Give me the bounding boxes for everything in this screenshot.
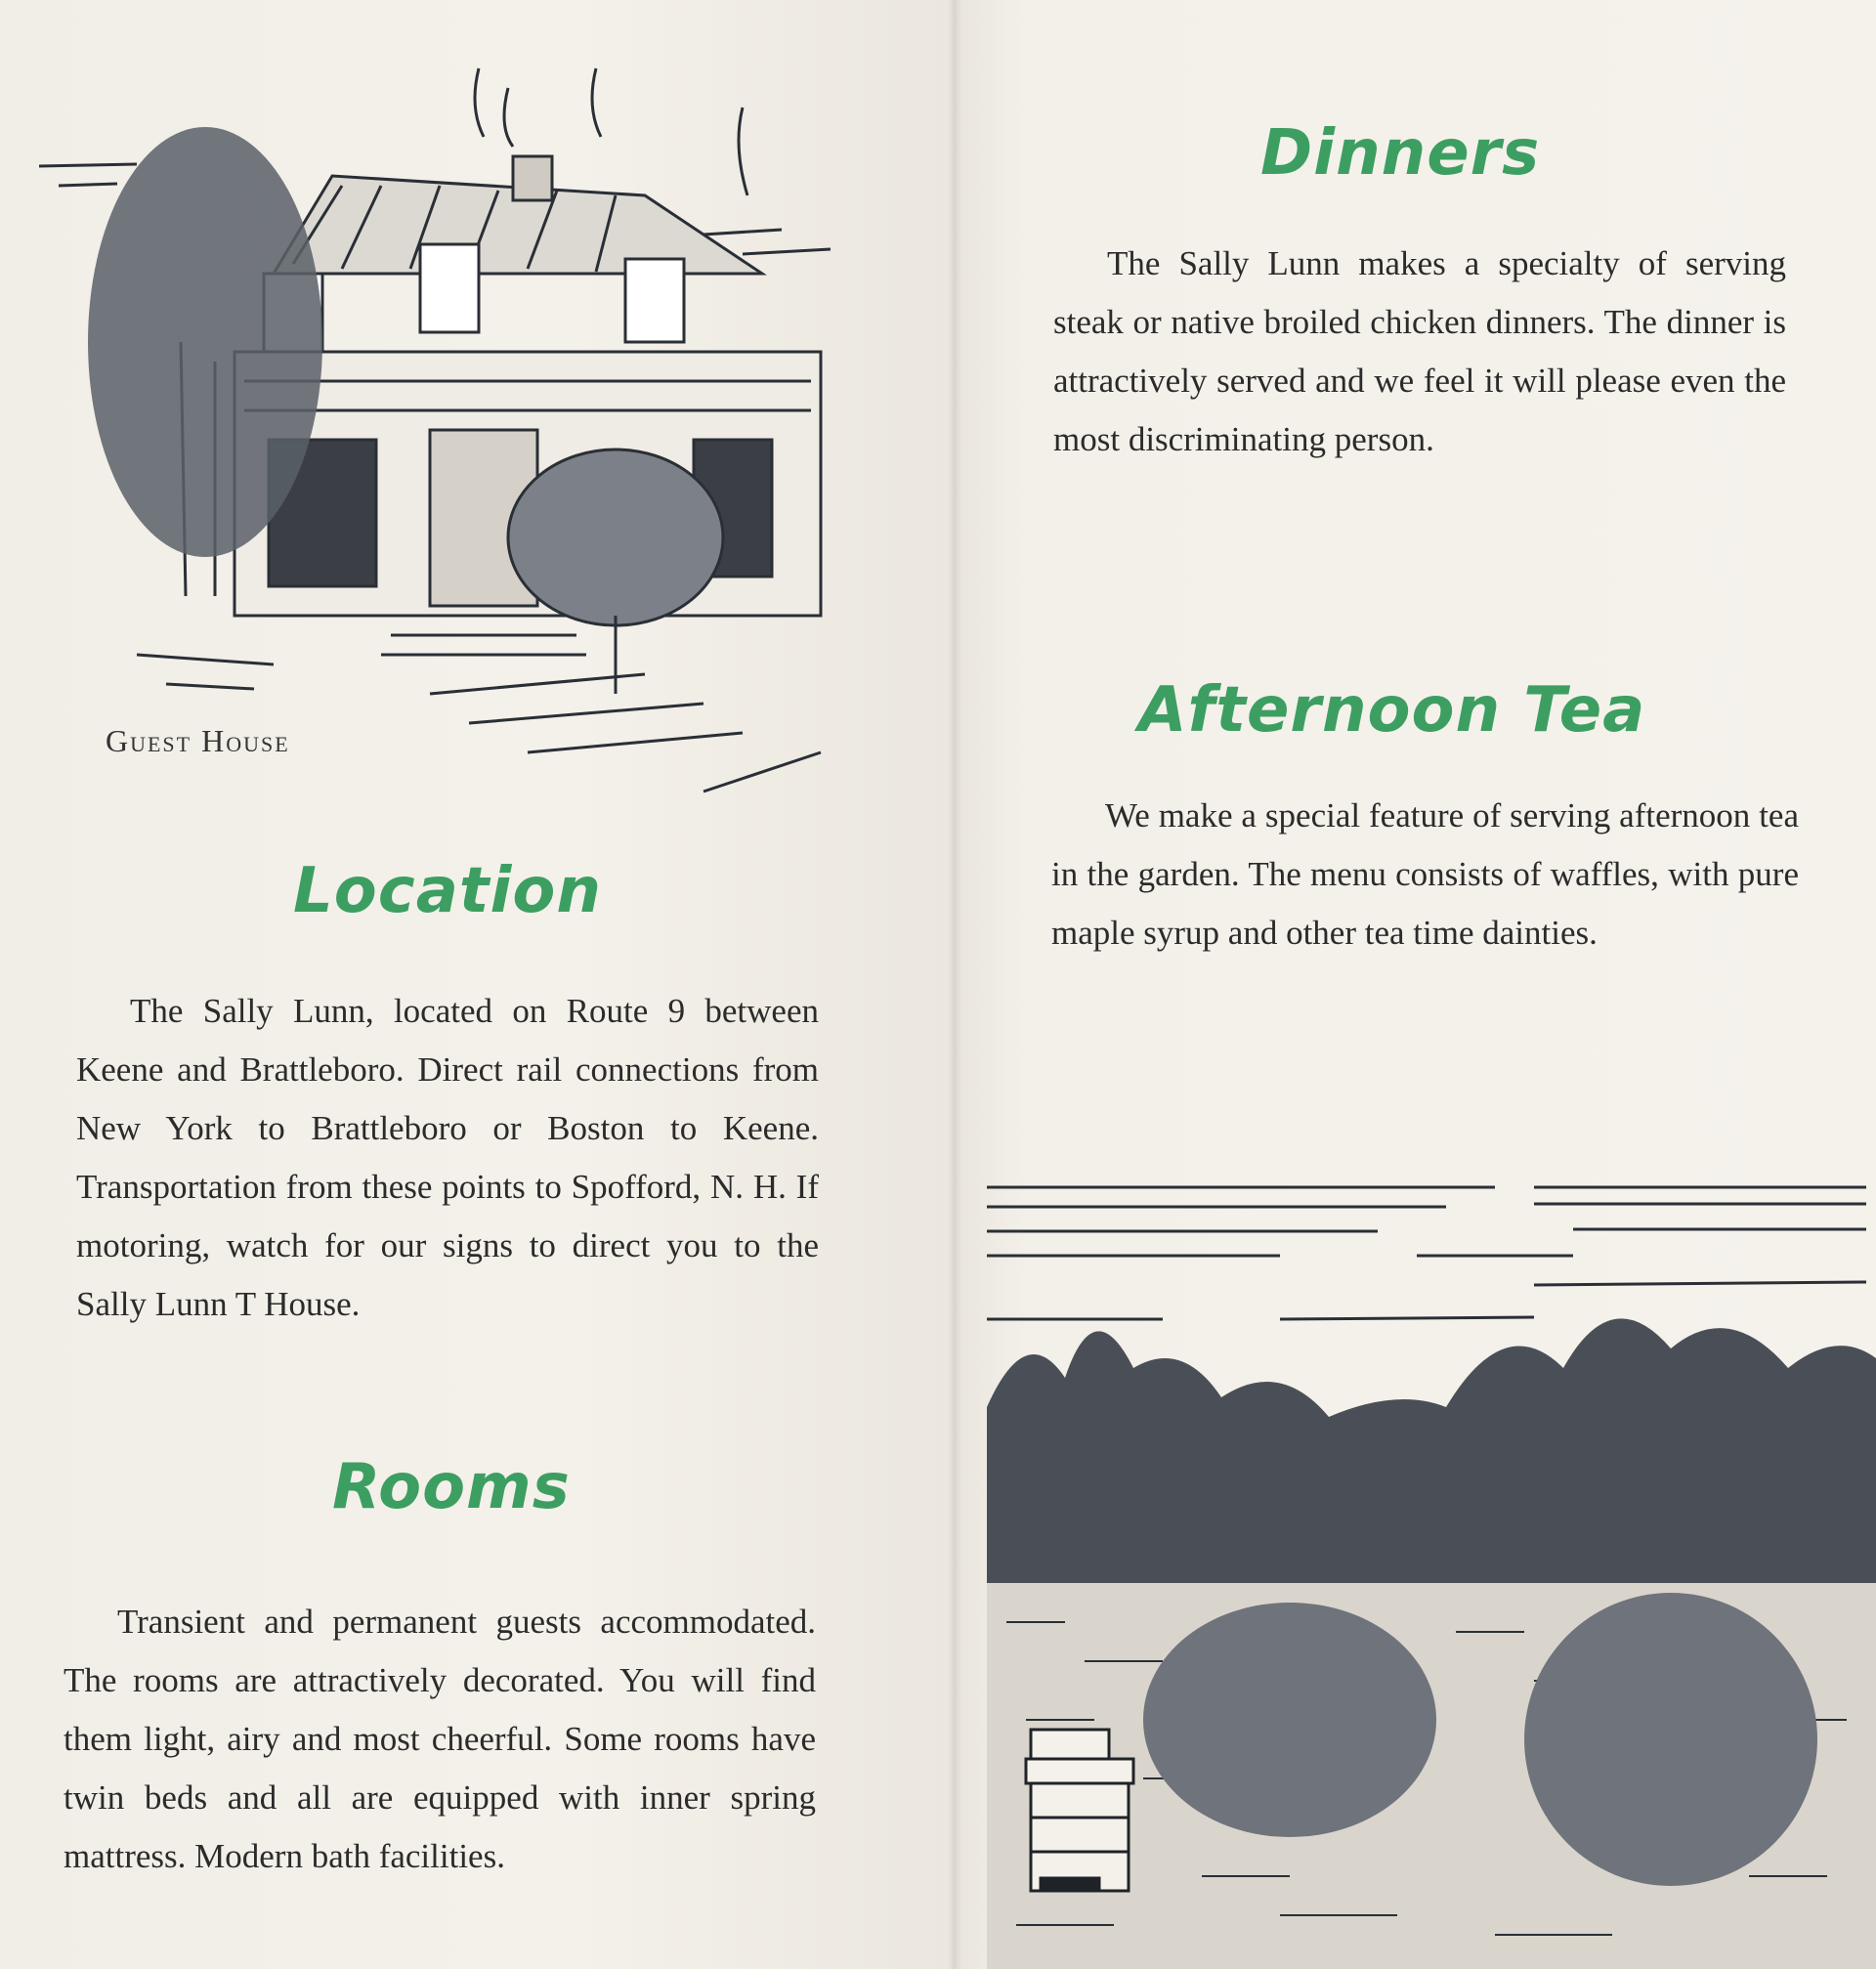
page-fold (948, 0, 961, 1969)
rooms-text: Transient and permanent guests accommodated. The rooms are attractively decorated. You will find them light, airy and most cheerful. Some rooms have twin beds and all are equipped with inner spring mattress. Modern bath facilities. (64, 1603, 816, 1875)
location-text: The Sally Lunn, located on Route 9 between Keene and Brattleboro. Direct rail connections from New York to Brattleboro or Boston to Keene. Transportation from these points to Spofford, N. H. If motoring, watch for our signs to direct you to the Sally Lunn T House. (76, 992, 819, 1323)
garden-landscape-illustration (987, 1173, 1876, 1969)
dinners-text: The Sally Lunn makes a specialty of serving steak or native broiled chicken dinners. The dinner is attractively served and we feel it will please even the most discriminating person. (1053, 244, 1786, 458)
guest-house-caption: Guest House (106, 723, 290, 758)
dinners-heading: Dinners (1260, 117, 1541, 190)
rooms-heading: Rooms (332, 1451, 571, 1523)
guest-house-illustration (20, 49, 928, 811)
afternoon-tea-text: We make a special feature of serving afternoon tea in the garden. The menu consists of waffles, with pure maple syrup and other tea time dainties. (1051, 796, 1799, 952)
afternoon-tea-heading: Afternoon Tea (1138, 674, 1646, 747)
location-heading: Location (293, 855, 602, 927)
